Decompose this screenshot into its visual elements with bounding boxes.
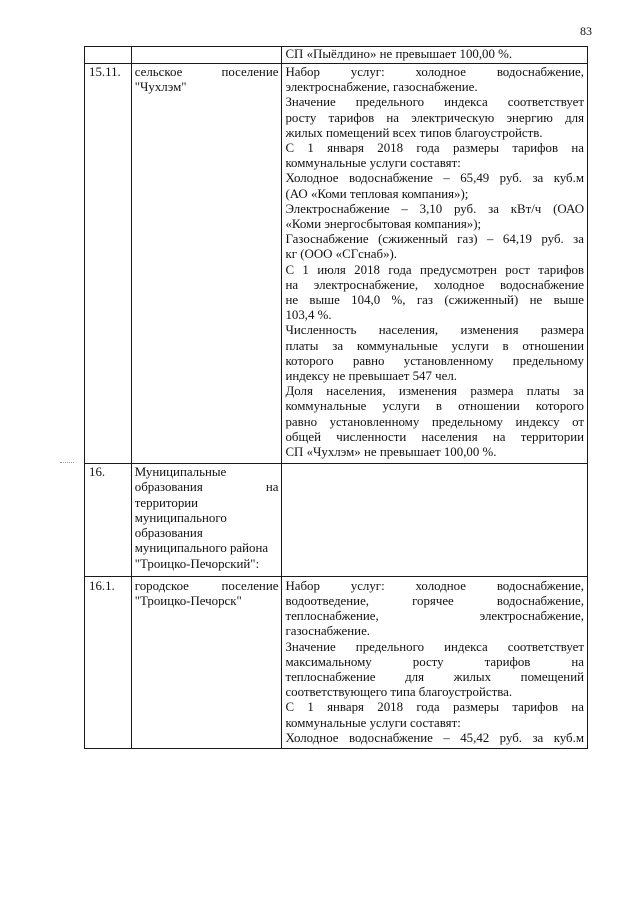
description-line: электроснабжение, газоснабжение. <box>285 80 478 95</box>
description-line: Холодное водоснабжение – 45,42 руб. за куб.м <box>285 730 584 745</box>
description-line: коммунальные услуги в отношении которого <box>285 399 584 414</box>
description-line: коммунальные услуги составят: <box>285 156 461 171</box>
description-line: 103,4 %. <box>285 308 332 323</box>
territory-name-line: "Чухлэм" <box>134 80 187 95</box>
tariff-description-cell <box>282 576 588 748</box>
territory-name-line: "Троицко-Печорский": <box>134 556 260 571</box>
description-line: платы за коммунальные услуги в отношении <box>285 338 584 353</box>
description-line: жилых помещений всех типов благоустройств. <box>285 125 543 140</box>
margin-mark <box>60 462 74 463</box>
description-line: С 1 июля 2018 года предусмотрен рост тарифов <box>285 262 584 277</box>
page-number: 83 <box>580 24 592 38</box>
tariff-description-cell <box>282 64 588 464</box>
territory-name-line: муниципального <box>134 510 227 525</box>
description-line: которого равно установленному предельному <box>285 353 584 368</box>
row-number-cell: 16.1. <box>85 576 132 748</box>
description-line: Доля населения, изменения размера платы за <box>285 384 584 399</box>
description-line: на электроснабжение, холодное водоснабжение <box>285 277 584 292</box>
description-line: Набор услуг: холодное водоснабжение, <box>285 65 584 79</box>
tariff-description-cell <box>282 47 588 64</box>
row-number-cell <box>85 47 132 64</box>
territory-name-line: муниципального района <box>134 541 269 556</box>
table-row <box>85 576 588 748</box>
description-line: СП «Пыёлдино» не превышает 100,00 %. <box>285 47 513 61</box>
description-line: теплоснабжение, электроснабжение, <box>285 609 584 624</box>
table-row <box>85 47 588 64</box>
description-line: газоснабжение. <box>285 624 371 639</box>
row-number-cell: 15.11. <box>85 64 132 464</box>
table-row <box>85 64 588 464</box>
description-line: (АО «Коми тепловая компания»); <box>285 186 469 201</box>
territory-name-line: городское поселение <box>134 578 279 593</box>
description-line: С 1 января 2018 года размеры тарифов на <box>285 700 584 715</box>
description-line: Значение предельного индекса соответствует <box>285 639 584 654</box>
territory-name-line: образования на <box>134 480 279 495</box>
description-line: Набор услуг: холодное водоснабжение, <box>285 578 584 593</box>
description-line: максимальному росту тарифов на <box>285 654 584 669</box>
description-line: кг (ООО «СГснаб»). <box>285 247 398 262</box>
tariff-description-cell <box>282 464 588 576</box>
territory-name-line: Муниципальные <box>134 465 227 480</box>
description-line: «Коми энергосбытовая компания»); <box>285 217 482 232</box>
territory-name-line: образования <box>134 526 203 541</box>
description-line: росту тарифов на электрическую энергию для <box>285 110 584 125</box>
territory-name-cell <box>131 47 282 64</box>
description-line: водоотведение, горячее водоснабжение, <box>285 593 584 608</box>
territory-name-line: "Троицко-Печорск" <box>134 593 242 608</box>
description-line: С 1 января 2018 года размеры тарифов на <box>285 141 584 156</box>
table-row <box>85 464 588 576</box>
territory-name-line: сельское поселение <box>134 65 279 79</box>
territory-name-cell <box>131 64 282 464</box>
description-line: СП «Чухлэм» не превышает 100,00 %. <box>285 445 497 460</box>
description-line: Газоснабжение (сжиженный газ) – 64,19 руб. за <box>285 232 584 247</box>
territory-name-line: территории <box>134 495 199 510</box>
description-line: Значение предельного индекса соответствует <box>285 95 584 110</box>
tariff-table <box>84 46 588 749</box>
description-line: Численность населения, изменения размера <box>285 323 584 338</box>
description-line: теплоснабжение для жилых помещений <box>285 669 584 684</box>
row-number-cell: 16. <box>85 464 132 576</box>
description-line: индексу не превышает 547 чел. <box>285 369 457 384</box>
description-line: Холодное водоснабжение – 65,49 руб. за куб.м <box>285 171 584 186</box>
description-line: общей численности населения на территории <box>285 429 584 444</box>
territory-name-cell <box>131 464 282 576</box>
description-line: Электроснабжение – 3,10 руб. за кВт/ч (ОАО <box>285 201 584 216</box>
description-line: коммунальные услуги составят: <box>285 715 461 730</box>
description-line: соответствующего типа благоустройства. <box>285 685 513 700</box>
territory-name-cell <box>131 576 282 748</box>
description-line: не выше 104,0 %, газ (сжиженный) не выше <box>285 293 584 308</box>
description-line: равно установленному предельному индексу от <box>285 414 584 429</box>
